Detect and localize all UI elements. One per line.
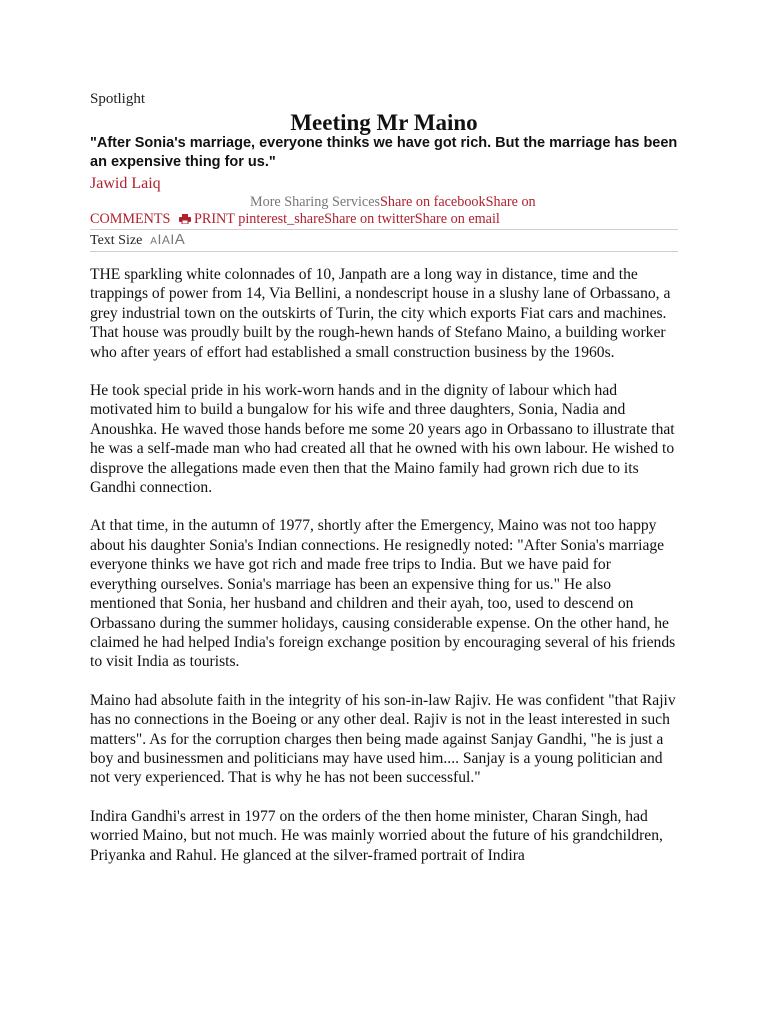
- share-bar-top: [250, 194, 536, 211]
- text-size-large-button[interactable]: A: [174, 231, 186, 248]
- text-size-label: Text Size: [90, 233, 143, 248]
- share-links[interactable]: pinterest_shareShare on twitterShare on email: [238, 211, 500, 227]
- text-size-separator: I: [157, 231, 162, 247]
- article-paragraph: Indira Gandhi's arrest in 1977 on the orders of the then home minister, Charan Singh, had worried Maino, but not much. He was mainly worried about the future of his grandchildren, Priyanka and Rahul. He glanced at the silver-framed portrait of Indira: [90, 807, 663, 864]
- text-size-control: [90, 231, 185, 249]
- text-size-options: [150, 231, 185, 247]
- text-size-medium-button[interactable]: A: [161, 233, 171, 247]
- share-facebook-link[interactable]: Share on facebookShare on: [380, 194, 536, 210]
- printer-icon[interactable]: [179, 214, 191, 224]
- article-paragraph: At that time, in the autumn of 1977, shortly after the Emergency, Maino was not too happy about his daughter Sonia's Indian connections. He resignedly noted: "After Sonia's marriage everyone thinks we have got rich and made free trips to India. But we have paid for everything ourselves. Sonia's marriage has been an expensive thing for us." He also mentioned that Sonia, her husband and children and their ayah, too, used to descend on Orbassano during the summer holidays, causing considerable expense. On the other hand, he claimed he had helped India's foreign exchange position by encouraging several of his friends to visit India as tourists.: [90, 517, 676, 671]
- article-paragraph: He took special pride in his work-worn hands and in the dignity of labour which had motivated him to build a bungalow for his wife and three daughters, Sonia, Nadia and Anoushka. He waved those hands before me some 20 years ago in Orbassano to illustrate that he was a self-made man who had created all that he owned with his own labour. He wished to disprove the allegations made even then that the Maino family had grown rich due to its Gandhi connection.: [90, 382, 675, 497]
- article-paragraph: Maino had absolute faith in the integrity of his son-in-law Rajiv. He was confident "that Rajiv has no connections in the Boeing or any other deal. Rajiv is not in the least interested in such matters". As for the corruption charges then being made against Sanjay Gandhi, "he is just a boy and businessmen and politicians may have used him.... Sanjay is a young politician and not very experienced. That is why he has not been successful.": [90, 691, 676, 787]
- section-label: Spotlight: [90, 91, 146, 107]
- divider-bottom: [90, 251, 678, 252]
- comments-link[interactable]: COMMENTS: [90, 211, 171, 227]
- article-body: [90, 265, 678, 884]
- share-bar-bottom: [90, 211, 500, 228]
- text-size-small-button[interactable]: A: [150, 236, 158, 247]
- article-paragraph: THE sparkling white colonnades of 10, Janpath are a long way in distance, time and the trappings of power from 14, Via Bellini, a nondescript house in a slushy lane of Orbassano, a grey industrial town on the outskirts of Turin, the city which exports Fiat cars and machines. That house was proudly built by the rough-hewn hands of Stefano Maino, a building worker who after years of effort had established a small construction business by the 1960s.: [90, 266, 671, 361]
- text-size-separator: I: [170, 231, 175, 247]
- more-sharing-services-link[interactable]: More Sharing Services: [250, 194, 381, 210]
- divider-top: [90, 229, 678, 230]
- page-title: Meeting Mr Maino: [290, 110, 478, 135]
- author-link[interactable]: Jawid Laiq: [90, 175, 161, 192]
- article-deck: "After Sonia's marriage, everyone thinks we have got rich. But the marriage has been an expensive thing for us.": [90, 135, 678, 170]
- print-link[interactable]: PRINT: [193, 211, 235, 227]
